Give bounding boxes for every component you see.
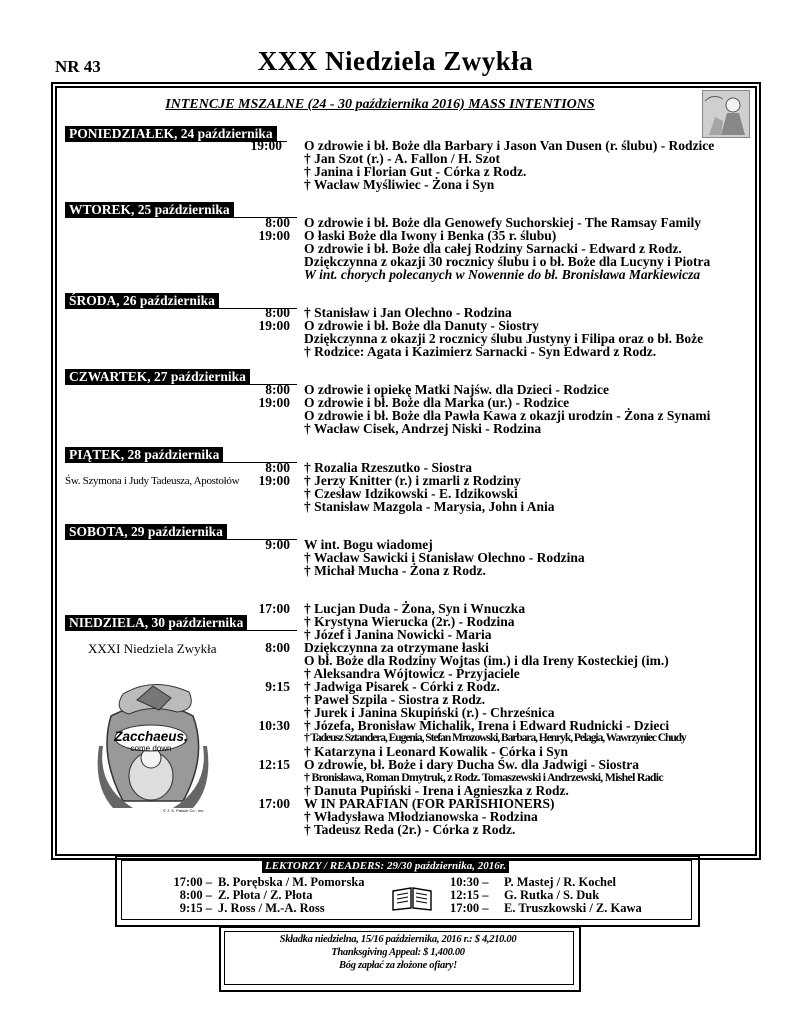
- intention-text: † Aleksandra Wójtowicz - Przyjaciele: [304, 666, 520, 681]
- intention-text: † Stanisław Mazgola - Marysia, John i Ania: [304, 499, 555, 514]
- intention-text: O zdrowie i bł. Boże dla Barbary i Jason Van Dusen (r. ślubu) - Rodzice: [304, 138, 715, 153]
- day-label-sunday: NIEDZIELA, 30 października: [65, 615, 247, 630]
- day-underline: [65, 630, 297, 631]
- intention-text: W int. Bogu wiadomej: [304, 537, 433, 552]
- intention-text: O łaski Boże dla Iwony i Benka (35 r. ślubu): [304, 228, 557, 243]
- reader-time: 17:00 –: [173, 875, 212, 889]
- mass-time: 19:00: [258, 395, 290, 410]
- mass-time: 17:00: [258, 796, 290, 811]
- intention-text: † Tadeusz Reda (2r.) - Córka z Rodz.: [304, 822, 516, 837]
- mass-time: 19:00: [258, 318, 290, 333]
- day-label-thursday: CZWARTEK, 27 października: [65, 369, 250, 384]
- intention-text: † Jadwiga Pisarek - Córki z Rodz.: [304, 679, 500, 694]
- collection-line: Składka niedzielna, 15/16 października, 2016 r.: $ 4,210.00: [279, 934, 517, 945]
- reader-names: B. Porębska / M. Pomorska: [218, 875, 365, 889]
- mass-time: 12:15: [258, 757, 290, 772]
- mass-time: 8:00: [265, 382, 290, 397]
- intention-text: † Czesław Idzikowski - E. Idzikowski: [304, 486, 518, 501]
- mass-time: 8:00: [265, 640, 290, 655]
- zacchaeus-subtitle: come down: [130, 744, 172, 753]
- intention-text: † Stanisław i Jan Olechno - Rodzina: [304, 305, 512, 320]
- saint-thumbnail-image: [702, 90, 750, 138]
- mass-time: 17:00: [258, 601, 290, 616]
- reader-time: 17:00 –: [450, 901, 489, 915]
- page-title: XXX Niedziela Zwykła: [257, 46, 534, 76]
- appeal-line: Thanksgiving Appeal: $ 1,400.00: [331, 947, 465, 958]
- intention-text: W IN PARAFIAN (FOR PARISHIONERS): [304, 796, 555, 811]
- day-label-friday: PIĄTEK, 28 października: [65, 447, 223, 462]
- intention-text: † Władysława Młodzianowska - Rodzina: [304, 809, 538, 824]
- reader-names: E. Truszkowski / Z. Kawa: [504, 901, 642, 915]
- reader-time: 8:00 –: [179, 888, 212, 902]
- mass-time: 10:30: [258, 718, 290, 733]
- reader-time: 12:15 –: [450, 888, 489, 902]
- intention-text: O zdrowie i bł. Boże dla Danuty - Siostry: [304, 318, 539, 333]
- intention-text: † Bronisława, Roman Dmytruk, z Rodz. Tomaszewski i Andrzewski, Mishel Radic: [304, 770, 663, 784]
- intention-text: Dziękczynna z okazji 2 rocznicy ślubu Justyny i Filipa oraz o bł. Boże: [304, 331, 704, 346]
- intention-text: † Jerzy Knitter (r.) i zmarli z Rodziny: [304, 473, 521, 488]
- reader-time: 10:30 –: [450, 875, 489, 889]
- intention-text: † Katarzyna i Leonard Kowalik - Córka i Syn: [304, 744, 569, 759]
- feast-note: Św. Szymona i Judy Tadeusza, Apostołów: [65, 475, 240, 487]
- mass-time: 8:00: [265, 215, 290, 230]
- intention-text: † Wacław Cisek, Andrzej Niski - Rodzina: [304, 421, 542, 436]
- intention-text: Dziękczynna z okazji 30 rocznicy ślubu i o bł. Boże dla Lucyny i Piotra: [304, 254, 711, 269]
- reader-names: P. Mastej / R. Kochel: [504, 875, 617, 889]
- day-label-wednesday: ŚRODA, 26 października: [65, 293, 219, 308]
- intention-text: O zdrowie i bł. Boże dla Marka (ur.) - Rodzice: [304, 395, 570, 410]
- zacchaeus-illustration: [93, 676, 213, 816]
- sunday-note: XXXI Niedziela Zwykła: [88, 641, 217, 656]
- readers-heading: LEKTORZY / READERS: 29/30 października, 2016r.: [262, 860, 509, 873]
- thanks-line: Bóg zapłać za złożone ofiary!: [339, 960, 457, 971]
- intention-text: O zdrowie i bł. Boże dla całej Rodziny Sarnacki - Edward z Rodz.: [304, 241, 682, 256]
- intention-text: † Michał Mucha - Żona z Rodz.: [304, 563, 486, 578]
- intention-text: † Jurek i Janina Skupiński (r.) - Chrześnica: [304, 705, 555, 720]
- intention-text: † Lucjan Duda - Żona, Syn i Wnuczka: [304, 601, 526, 616]
- intention-text: O bł. Boże dla Rodziny Wojtas (im.) i dla Ireny Kosteckiej (im.): [304, 653, 669, 668]
- intention-text: † Krystyna Wierucka (2r.) - Rodzina: [304, 614, 515, 629]
- intention-text: † Wacław Myśliwiec - Żona i Syn: [304, 177, 495, 192]
- day-label-saturday: SOBOTA, 29 października: [65, 524, 227, 539]
- mass-time: 8:00: [265, 305, 290, 320]
- intention-text: O zdrowie i bł. Boże dla Pawła Kawa z okazji urodzin - Żona z Synami: [304, 408, 711, 423]
- mass-time: 19:00: [258, 473, 290, 488]
- intention-text: † Jan Szot (r.) - A. Fallon / H. Szot: [304, 151, 501, 166]
- intention-text: † Janina i Florian Gut - Córka z Rodz.: [304, 164, 527, 179]
- reader-names: Z. Płota / Z. Płota: [218, 888, 313, 902]
- reader-names: J. Ross / M.-A. Ross: [218, 901, 325, 915]
- book-icon: [391, 885, 433, 911]
- day-label-monday: PONIEDZIAŁEK, 24 października: [65, 126, 277, 141]
- mass-time: 9:15: [265, 679, 290, 694]
- intention-text: O zdrowie i bł. Boże dla Genowefy Suchorskiej - The Ramsay Family: [304, 215, 701, 230]
- intention-text: Dziękczynna za otrzymane łaski: [304, 640, 489, 655]
- mass-time: 8:00: [265, 460, 290, 475]
- intentions-heading: INTENCJE MSZALNE (24 - 30 października 2016) MASS INTENTIONS: [165, 97, 595, 112]
- intention-text: † Danuta Pupiński - Irena i Agnieszka z Rodz.: [304, 783, 569, 798]
- zacchaeus-credit: © J. S. Paluch Co., Inc.: [163, 808, 205, 813]
- intention-text: † Józefa, Bronisław Michalik, Irena i Edward Rudnicki - Dzieci: [304, 718, 670, 733]
- intention-text: † Paweł Szpila - Siostra z Rodz.: [304, 692, 486, 707]
- intention-text: O zdrowie i opiekę Matki Najśw. dla Dzieci - Rodzice: [304, 382, 609, 397]
- intention-text: W int. chorych polecanych w Nowennie do bł. Bronisława Markiewicza: [304, 267, 701, 282]
- mass-time: 19:00: [258, 228, 290, 243]
- reader-time: 9:15 –: [179, 901, 212, 915]
- intention-text: † Wacław Sawicki i Stanisław Olechno - Rodzina: [304, 550, 585, 565]
- mass-time: 19:00: [250, 138, 282, 153]
- day-label-tuesday: WTOREK, 25 października: [65, 202, 234, 217]
- reader-names: G. Rutka / S. Duk: [504, 888, 600, 902]
- mass-time: 9:00: [265, 537, 290, 552]
- intention-text: O zdrowie, bł. Boże i dary Ducha Św. dla Jadwigi - Siostra: [304, 757, 640, 772]
- zacchaeus-title: Zacchaeus,: [114, 729, 188, 744]
- intention-text: † Tadeusz Sztandera, Eugenia, Stefan Mrozowski, Barbara, Henryk, Pelagia, Wawrzyniec Chudy: [304, 732, 686, 744]
- intention-text: † Józef i Janina Nowicki - Maria: [304, 627, 492, 642]
- intention-text: † Rodzice: Agata i Kazimierz Sarnacki - Syn Edward z Rodz.: [304, 344, 657, 359]
- issue-number: NR 43: [55, 57, 101, 76]
- intention-text: † Rozalia Rzeszutko - Siostra: [304, 460, 472, 475]
